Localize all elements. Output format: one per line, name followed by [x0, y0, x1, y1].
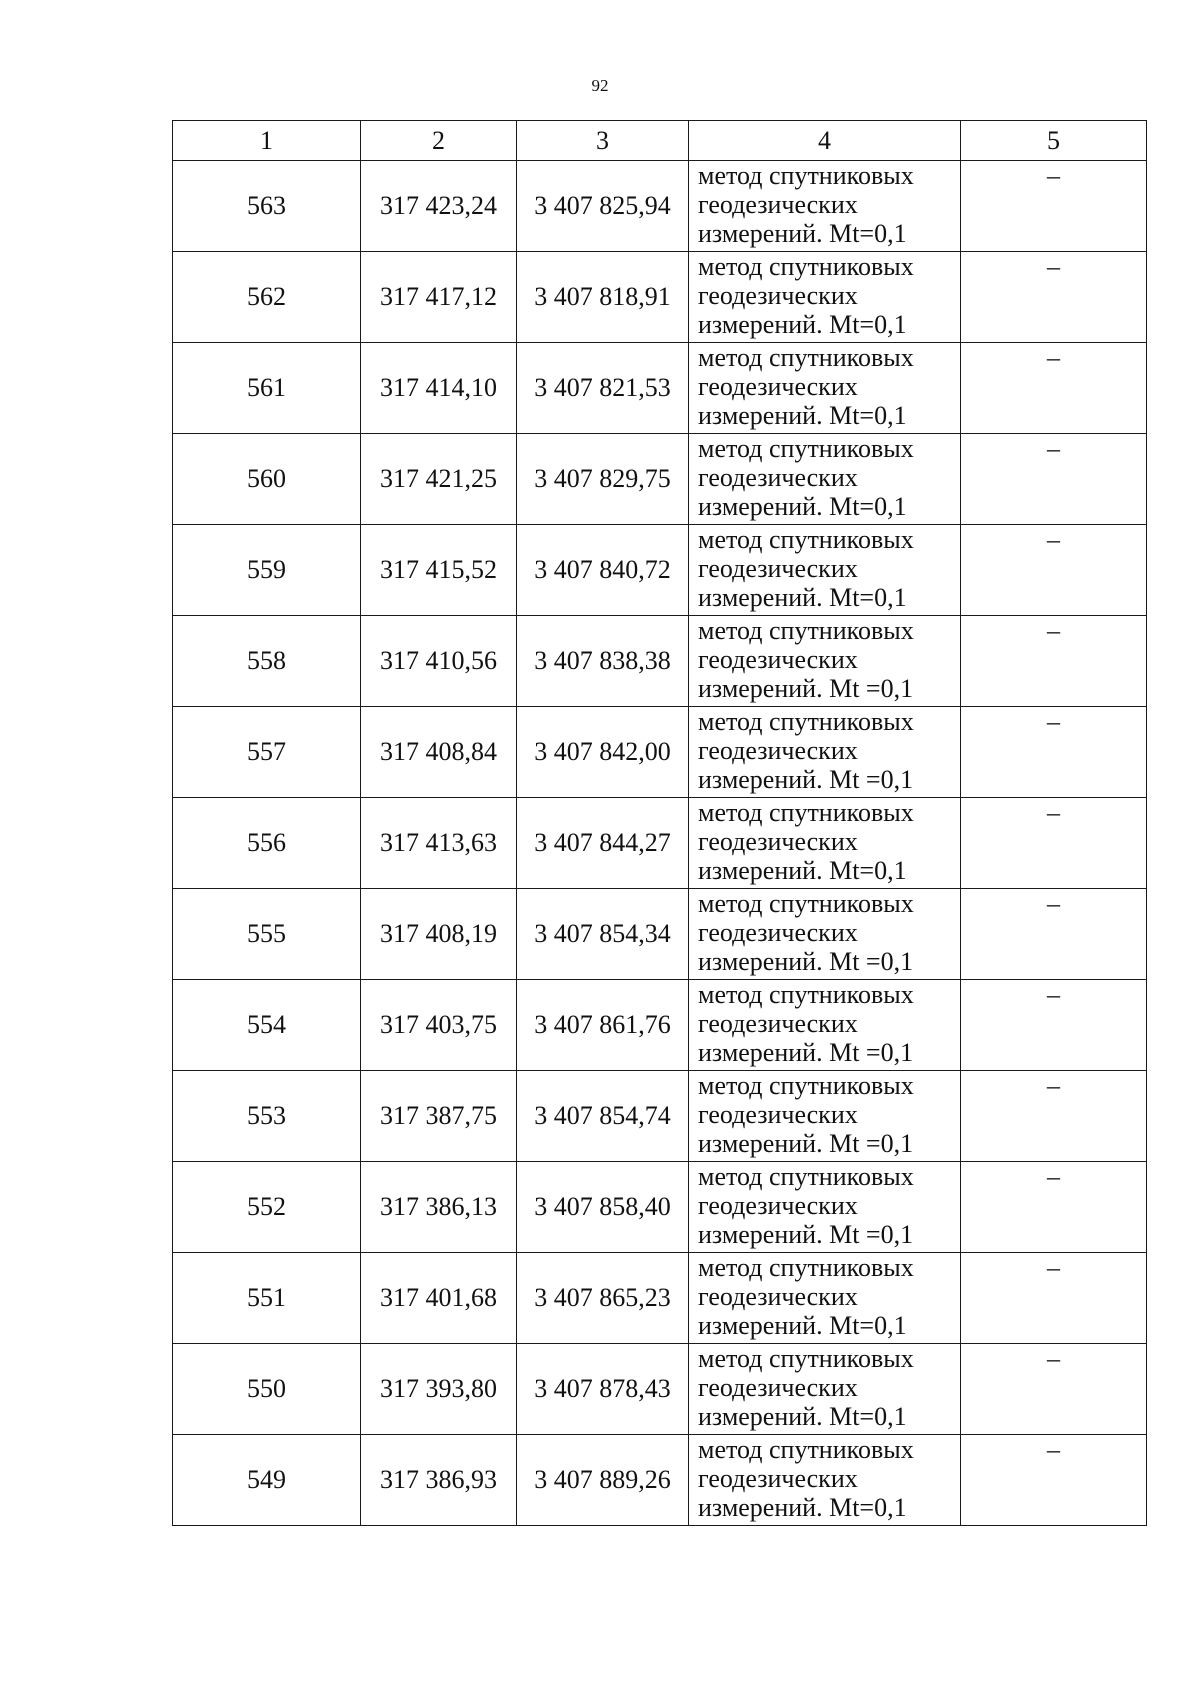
- coordinate-y: 3 407 842,00: [517, 707, 689, 798]
- table-row: [173, 1071, 1147, 1162]
- method-line: измерений. Mt=0,1: [698, 310, 907, 339]
- measurement-method: [689, 889, 961, 980]
- method-line: геодезических: [698, 1191, 858, 1220]
- measurement-method: [689, 525, 961, 616]
- point-number: 555: [173, 889, 361, 980]
- method-line: измерений. Mt =0,1: [698, 1038, 914, 1067]
- point-number: 557: [173, 707, 361, 798]
- measurement-method: [689, 434, 961, 525]
- coordinate-x: 317 386,93: [361, 1435, 517, 1526]
- column-header-2: 2: [361, 121, 517, 161]
- description-dash: –: [961, 525, 1147, 616]
- coordinate-x: 317 415,52: [361, 525, 517, 616]
- measurement-method: [689, 798, 961, 889]
- column-header-4: 4: [689, 121, 961, 161]
- coordinate-x: 317 408,84: [361, 707, 517, 798]
- coordinate-y: 3 407 838,38: [517, 616, 689, 707]
- description-dash: –: [961, 1435, 1147, 1526]
- point-number: 560: [173, 434, 361, 525]
- coordinate-y: 3 407 854,34: [517, 889, 689, 980]
- coordinate-y: 3 407 825,94: [517, 161, 689, 252]
- description-dash: –: [961, 1162, 1147, 1253]
- coordinate-x: 317 393,80: [361, 1344, 517, 1435]
- measurement-method: [689, 1162, 961, 1253]
- method-line: геодезических: [698, 918, 858, 947]
- method-line: измерений. Mt=0,1: [698, 1311, 907, 1340]
- method-line: метод спутниковых: [698, 161, 914, 190]
- method-line: геодезических: [698, 372, 858, 401]
- measurement-method: [689, 980, 961, 1071]
- method-line: геодезических: [698, 281, 858, 310]
- measurement-method: [689, 252, 961, 343]
- table-row: [173, 343, 1147, 434]
- coordinate-y: 3 407 829,75: [517, 434, 689, 525]
- method-line: измерений. Mt =0,1: [698, 1129, 914, 1158]
- method-line: измерений. Mt =0,1: [698, 765, 914, 794]
- coordinates-table: [172, 120, 1147, 1526]
- description-dash: –: [961, 798, 1147, 889]
- method-line: геодезических: [698, 554, 858, 583]
- method-line: геодезических: [698, 736, 858, 765]
- measurement-method: [689, 707, 961, 798]
- description-dash: –: [961, 980, 1147, 1071]
- coordinate-x: 317 401,68: [361, 1253, 517, 1344]
- column-header-5: 5: [961, 121, 1147, 161]
- method-line: геодезических: [698, 1464, 858, 1493]
- description-dash: –: [961, 252, 1147, 343]
- coordinate-x: 317 414,10: [361, 343, 517, 434]
- method-line: метод спутниковых: [698, 707, 914, 736]
- method-line: геодезических: [698, 1009, 858, 1038]
- measurement-method: [689, 1253, 961, 1344]
- method-line: метод спутниковых: [698, 1344, 914, 1373]
- description-dash: –: [961, 616, 1147, 707]
- method-line: измерений. Mt =0,1: [698, 1220, 914, 1249]
- method-line: геодезических: [698, 463, 858, 492]
- coordinate-x: 317 386,13: [361, 1162, 517, 1253]
- point-number: 563: [173, 161, 361, 252]
- method-line: геодезических: [698, 1100, 858, 1129]
- coordinate-x: 317 413,63: [361, 798, 517, 889]
- method-line: метод спутниковых: [698, 889, 914, 918]
- coordinate-y: 3 407 865,23: [517, 1253, 689, 1344]
- measurement-method: [689, 1435, 961, 1526]
- method-line: метод спутниковых: [698, 1162, 914, 1191]
- coordinate-y: 3 407 821,53: [517, 343, 689, 434]
- method-line: геодезических: [698, 190, 858, 219]
- method-line: метод спутниковых: [698, 1435, 914, 1464]
- coordinate-y: 3 407 840,72: [517, 525, 689, 616]
- coordinate-x: 317 403,75: [361, 980, 517, 1071]
- point-number: 554: [173, 980, 361, 1071]
- point-number: 556: [173, 798, 361, 889]
- method-line: метод спутниковых: [698, 252, 914, 281]
- point-number: 552: [173, 1162, 361, 1253]
- table-row: [173, 1162, 1147, 1253]
- method-line: измерений. Mt=0,1: [698, 1402, 907, 1431]
- column-header-1: 1: [173, 121, 361, 161]
- method-line: метод спутниковых: [698, 798, 914, 827]
- measurement-method: [689, 1344, 961, 1435]
- point-number: 553: [173, 1071, 361, 1162]
- table-row: [173, 798, 1147, 889]
- method-line: измерений. Mt=0,1: [698, 492, 907, 521]
- coordinate-x: 317 421,25: [361, 434, 517, 525]
- point-number: 561: [173, 343, 361, 434]
- description-dash: –: [961, 889, 1147, 980]
- table-row: [173, 1253, 1147, 1344]
- method-line: геодезических: [698, 827, 858, 856]
- method-line: измерений. Mt=0,1: [698, 401, 907, 430]
- coordinate-y: 3 407 854,74: [517, 1071, 689, 1162]
- table-row: [173, 1344, 1147, 1435]
- description-dash: –: [961, 161, 1147, 252]
- method-line: геодезических: [698, 645, 858, 674]
- table-row: [173, 252, 1147, 343]
- measurement-method: [689, 1071, 961, 1162]
- method-line: метод спутниковых: [698, 525, 914, 554]
- coordinate-x: 317 387,75: [361, 1071, 517, 1162]
- measurement-method: [689, 343, 961, 434]
- description-dash: –: [961, 707, 1147, 798]
- table-row: [173, 980, 1147, 1071]
- table-header-row: [173, 121, 1147, 161]
- coordinate-y: 3 407 889,26: [517, 1435, 689, 1526]
- method-line: метод спутниковых: [698, 1253, 914, 1282]
- description-dash: –: [961, 434, 1147, 525]
- method-line: метод спутниковых: [698, 434, 914, 463]
- point-number: 558: [173, 616, 361, 707]
- description-dash: –: [961, 1253, 1147, 1344]
- page-number: 92: [591, 76, 609, 95]
- column-header-3: 3: [517, 121, 689, 161]
- table-row: [173, 889, 1147, 980]
- table-row: [173, 161, 1147, 252]
- method-line: метод спутниковых: [698, 616, 914, 645]
- point-number: 551: [173, 1253, 361, 1344]
- method-line: измерений. Mt =0,1: [698, 947, 914, 976]
- coordinate-y: 3 407 818,91: [517, 252, 689, 343]
- method-line: геодезических: [698, 1282, 858, 1311]
- coordinate-y: 3 407 878,43: [517, 1344, 689, 1435]
- coordinate-x: 317 410,56: [361, 616, 517, 707]
- method-line: измерений. Mt=0,1: [698, 1493, 907, 1522]
- table-row: [173, 525, 1147, 616]
- method-line: измерений. Mt=0,1: [698, 583, 907, 612]
- method-line: метод спутниковых: [698, 343, 914, 372]
- point-number: 550: [173, 1344, 361, 1435]
- description-dash: –: [961, 1344, 1147, 1435]
- method-line: измерений. Mt=0,1: [698, 219, 907, 248]
- coordinate-x: 317 417,12: [361, 252, 517, 343]
- coordinate-y: 3 407 861,76: [517, 980, 689, 1071]
- point-number: 549: [173, 1435, 361, 1526]
- method-line: измерений. Mt =0,1: [698, 674, 914, 703]
- point-number: 559: [173, 525, 361, 616]
- measurement-method: [689, 616, 961, 707]
- table-row: [173, 707, 1147, 798]
- coordinate-y: 3 407 858,40: [517, 1162, 689, 1253]
- table-row: [173, 434, 1147, 525]
- table-row: [173, 1435, 1147, 1526]
- coordinate-x: 317 423,24: [361, 161, 517, 252]
- measurement-method: [689, 161, 961, 252]
- method-line: метод спутниковых: [698, 1071, 914, 1100]
- table-row: [173, 616, 1147, 707]
- description-dash: –: [961, 1071, 1147, 1162]
- coordinate-y: 3 407 844,27: [517, 798, 689, 889]
- coordinate-x: 317 408,19: [361, 889, 517, 980]
- method-line: измерений. Mt=0,1: [698, 856, 907, 885]
- description-dash: –: [961, 343, 1147, 434]
- method-line: метод спутниковых: [698, 980, 914, 1009]
- method-line: геодезических: [698, 1373, 858, 1402]
- point-number: 562: [173, 252, 361, 343]
